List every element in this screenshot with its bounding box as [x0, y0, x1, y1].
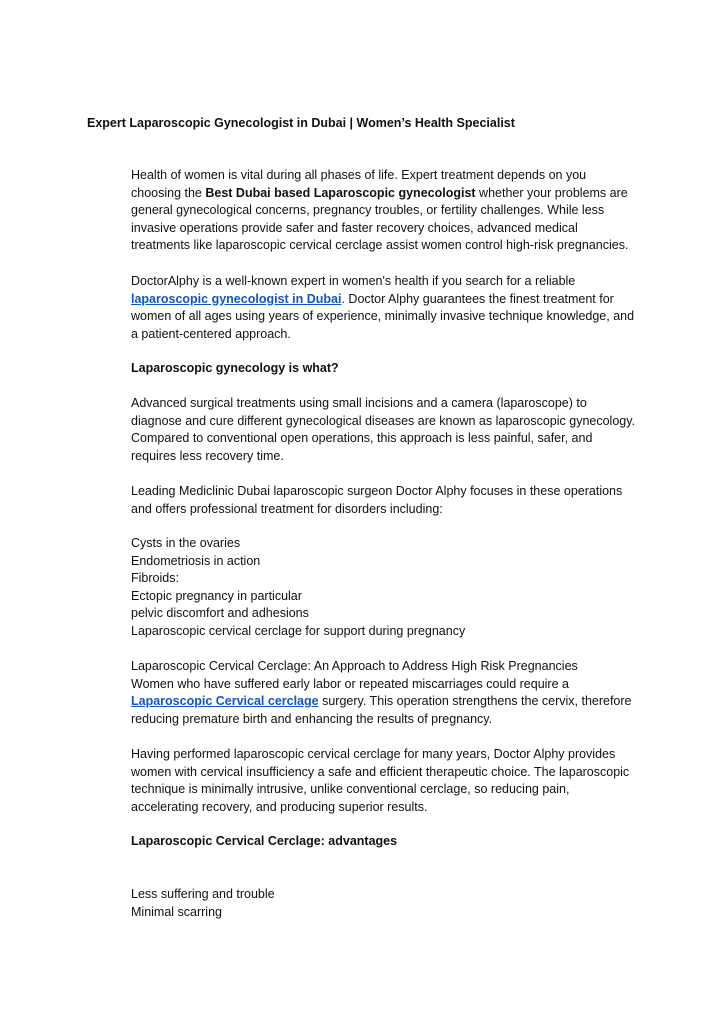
cerclage-paragraph [131, 676, 636, 729]
list-item: Minimal scarring [131, 904, 222, 919]
intro-paragraph [131, 167, 636, 255]
mediclinic-paragraph: Leading Mediclinic Dubai laparoscopic surgeon Doctor Alphy focuses in these operations and offers professional treatment for disorders including: [131, 484, 623, 516]
list-item: Ectopic pregnancy in particular [131, 588, 302, 603]
intro-bold-phrase: Best Dubai based Laparoscopic gynecologist [205, 185, 476, 200]
heading-what-is: Laparoscopic gynecology is what? [131, 361, 339, 375]
list-item: Less suffering and trouble [131, 887, 275, 901]
list-item: pelvic discomfort and adhesions [131, 606, 309, 621]
conditions-list [131, 535, 636, 641]
cervical-cerclage-link[interactable]: Laparoscopic Cervical cerclage [131, 694, 319, 709]
advantages-list [131, 886, 636, 921]
list-item: Fibroids: [131, 571, 179, 586]
document-title: Expert Laparoscopic Gynecologist in Dubai | Women’s Health Specialist [87, 116, 515, 130]
alphy-text-end: . Doctor Alphy guarantees the finest treatment for women of all ages using years of experience, minimally invasive technique knowledge, and a patient-centered approach. [131, 291, 635, 341]
cerclage-section [131, 658, 636, 728]
laparoscopic-gynecologist-link[interactable]: laparoscopic gynecologist in Dubai [131, 291, 342, 306]
experience-paragraph: Having performed laparoscopic cervical cerclage for many years, Doctor Alphy provides women with cervical insufficiency a safe and efficient therapeutic choice. The laparoscopic technique is minimally intrusive, unlike conventional cerclage, so reducing pain, accelerating recovery, and producing superior results. [131, 747, 630, 814]
intro-text-start: Health of women is vital during all phases of life. Expert treatment depends on you choosing the [131, 168, 587, 200]
cerclage-text-start: Women who have suffered early labor or repeated miscarriages could require a [131, 676, 569, 691]
list-item: Endometriosis in action [131, 553, 261, 568]
heading-advantages: Laparoscopic Cervical Cerclage: advantages [131, 834, 398, 848]
list-item: Laparoscopic cervical cerclage for support during pregnancy [131, 623, 466, 638]
list-item: Cysts in the ovaries [131, 536, 241, 550]
alphy-paragraph [131, 273, 636, 343]
cerclage-heading-line: Laparoscopic Cervical Cerclage: An Approach to Address High Risk Pregnancies [131, 659, 578, 673]
alphy-text-start: DoctorAlphy is a well-known expert in women's health if you search for a reliable [131, 274, 576, 288]
intro-text-end: whether your problems are general gynecological concerns, pregnancy troubles, or fertility challenges. While less invasive operations provide safer and faster recovery choices, advanced medical treatments like laparoscopic cervical cerclage assist women control high-risk pregnancies. [131, 185, 629, 253]
what-paragraph: Advanced surgical treatments using small incisions and a camera (laparoscope) to diagnose and cure different gynecological diseases are known as laparoscopic gynecology. Compared to conventional open operations, this approach is less painful, safer, and requires less recovery time. [131, 396, 636, 463]
cerclage-text-end: surgery. This operation strengthens the cervix, therefore reducing premature birth and enhancing the results of pregnancy. [131, 694, 632, 726]
